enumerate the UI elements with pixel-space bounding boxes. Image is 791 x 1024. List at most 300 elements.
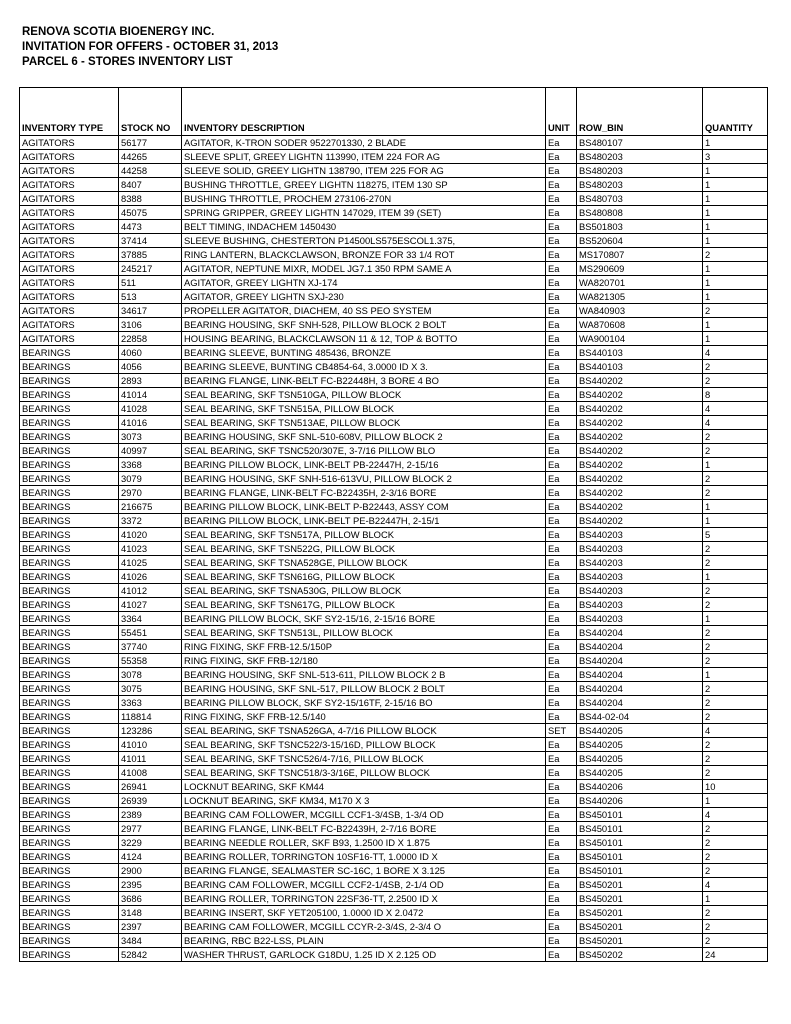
cell-row-bin: BS450101 xyxy=(577,808,703,822)
table-row xyxy=(20,878,768,892)
cell-quantity: 2 xyxy=(703,626,768,640)
cell-stock-no: 41011 xyxy=(119,752,182,766)
cell-unit: Ea xyxy=(546,262,577,276)
cell-quantity: 2 xyxy=(703,850,768,864)
cell-stock-no: 41014 xyxy=(119,388,182,402)
cell-unit: Ea xyxy=(546,696,577,710)
table-row xyxy=(20,514,768,528)
cell-description: RING FIXING, SKF FRB-12.5/150P xyxy=(182,640,546,654)
cell-row-bin: BS450101 xyxy=(577,836,703,850)
cell-row-bin: WA840903 xyxy=(577,304,703,318)
cell-stock-no: 3363 xyxy=(119,696,182,710)
cell-inventory-type: BEARINGS xyxy=(20,500,119,514)
cell-row-bin: BS440203 xyxy=(577,598,703,612)
cell-quantity: 1 xyxy=(703,276,768,290)
cell-quantity: 1 xyxy=(703,136,768,150)
cell-inventory-type: BEARINGS xyxy=(20,710,119,724)
cell-row-bin: BS440202 xyxy=(577,402,703,416)
table-row xyxy=(20,584,768,598)
cell-unit: Ea xyxy=(546,808,577,822)
table-row xyxy=(20,304,768,318)
cell-row-bin: BS440206 xyxy=(577,794,703,808)
cell-stock-no: 41028 xyxy=(119,402,182,416)
cell-quantity: 2 xyxy=(703,906,768,920)
cell-unit: Ea xyxy=(546,584,577,598)
cell-description: BELT TIMING, INDACHEM 1450430 xyxy=(182,220,546,234)
cell-stock-no: 41012 xyxy=(119,584,182,598)
table-row xyxy=(20,430,768,444)
table-row xyxy=(20,640,768,654)
table-row xyxy=(20,780,768,794)
inventory-table xyxy=(19,87,768,962)
cell-description: BEARING HOUSING, SKF SNL-510-608V, PILLOW BLOCK 2 xyxy=(182,430,546,444)
cell-quantity: 2 xyxy=(703,360,768,374)
cell-quantity: 2 xyxy=(703,864,768,878)
cell-description: RING LANTERN, BLACKCLAWSON, BRONZE FOR 33 1/4 ROT xyxy=(182,248,546,262)
cell-inventory-type: AGITATORS xyxy=(20,332,119,346)
cell-inventory-type: BEARINGS xyxy=(20,906,119,920)
table-row xyxy=(20,864,768,878)
table-row xyxy=(20,262,768,276)
cell-inventory-type: BEARINGS xyxy=(20,626,119,640)
table-row xyxy=(20,948,768,962)
cell-inventory-type: BEARINGS xyxy=(20,444,119,458)
cell-stock-no: 26941 xyxy=(119,780,182,794)
column-header-stock-no: STOCK NO xyxy=(119,88,182,136)
cell-description: BEARING HOUSING, SKF SNH-528, PILLOW BLOCK 2 BOLT xyxy=(182,318,546,332)
table-row xyxy=(20,136,768,150)
cell-stock-no: 2970 xyxy=(119,486,182,500)
cell-inventory-type: AGITATORS xyxy=(20,136,119,150)
cell-description: BEARING PILLOW BLOCK, LINK-BELT P-B22443, ASSY COM xyxy=(182,500,546,514)
table-row xyxy=(20,248,768,262)
cell-description: BEARING HOUSING, SKF SNL-517, PILLOW BLOCK 2 BOLT xyxy=(182,682,546,696)
cell-stock-no: 41023 xyxy=(119,542,182,556)
cell-row-bin: BS440202 xyxy=(577,500,703,514)
cell-stock-no: 3079 xyxy=(119,472,182,486)
table-row xyxy=(20,836,768,850)
cell-stock-no: 44265 xyxy=(119,150,182,164)
invitation-title: INVITATION FOR OFFERS - OCTOBER 31, 2013 xyxy=(22,41,279,53)
cell-stock-no: 41020 xyxy=(119,528,182,542)
table-row xyxy=(20,388,768,402)
cell-unit: Ea xyxy=(546,346,577,360)
cell-stock-no: 513 xyxy=(119,290,182,304)
cell-description: SEAL BEARING, SKF TSNC526/4-7/16, PILLOW BLOCK xyxy=(182,752,546,766)
cell-unit: Ea xyxy=(546,318,577,332)
cell-quantity: 4 xyxy=(703,724,768,738)
table-row xyxy=(20,766,768,780)
cell-row-bin: BS440203 xyxy=(577,556,703,570)
cell-stock-no: 2395 xyxy=(119,878,182,892)
cell-row-bin: MS290609 xyxy=(577,262,703,276)
cell-description: AGITATOR, GREEY LIGHTN SXJ-230 xyxy=(182,290,546,304)
cell-unit: Ea xyxy=(546,500,577,514)
table-row xyxy=(20,472,768,486)
cell-row-bin: BS440204 xyxy=(577,668,703,682)
cell-quantity: 1 xyxy=(703,318,768,332)
cell-row-bin: BS440203 xyxy=(577,528,703,542)
cell-unit: Ea xyxy=(546,472,577,486)
cell-unit: Ea xyxy=(546,290,577,304)
cell-quantity: 8 xyxy=(703,388,768,402)
cell-unit: Ea xyxy=(546,192,577,206)
cell-stock-no: 41025 xyxy=(119,556,182,570)
cell-row-bin: BS480703 xyxy=(577,192,703,206)
cell-row-bin: BS450101 xyxy=(577,822,703,836)
cell-unit: Ea xyxy=(546,332,577,346)
cell-description: AGITATOR, NEPTUNE MIXR, MODEL JG7.1 350 RPM SAME A xyxy=(182,262,546,276)
cell-stock-no: 3368 xyxy=(119,458,182,472)
cell-description: SPRING GRIPPER, GREEY LIGHTN 147029, ITEM 39 (SET) xyxy=(182,206,546,220)
cell-row-bin: BS450201 xyxy=(577,920,703,934)
table-row xyxy=(20,220,768,234)
cell-row-bin: WA820701 xyxy=(577,276,703,290)
cell-quantity: 5 xyxy=(703,528,768,542)
column-header-inventory-type: INVENTORY TYPE xyxy=(20,88,119,136)
cell-description: RING FIXING, SKF FRB-12/180 xyxy=(182,654,546,668)
cell-unit: Ea xyxy=(546,598,577,612)
cell-inventory-type: BEARINGS xyxy=(20,528,119,542)
table-row xyxy=(20,556,768,570)
cell-inventory-type: BEARINGS xyxy=(20,430,119,444)
cell-stock-no: 41027 xyxy=(119,598,182,612)
cell-unit: Ea xyxy=(546,528,577,542)
cell-description: SEAL BEARING, SKF TSN513L, PILLOW BLOCK xyxy=(182,626,546,640)
cell-unit: Ea xyxy=(546,934,577,948)
cell-row-bin: BS450201 xyxy=(577,892,703,906)
cell-row-bin: BS480808 xyxy=(577,206,703,220)
cell-unit: Ea xyxy=(546,640,577,654)
cell-unit: Ea xyxy=(546,654,577,668)
cell-stock-no: 3372 xyxy=(119,514,182,528)
table-row xyxy=(20,318,768,332)
cell-stock-no: 3075 xyxy=(119,682,182,696)
cell-inventory-type: BEARINGS xyxy=(20,668,119,682)
cell-row-bin: BS440204 xyxy=(577,682,703,696)
table-row xyxy=(20,934,768,948)
cell-row-bin: BS440202 xyxy=(577,486,703,500)
cell-quantity: 1 xyxy=(703,164,768,178)
cell-unit: Ea xyxy=(546,304,577,318)
cell-inventory-type: AGITATORS xyxy=(20,178,119,192)
table-row xyxy=(20,612,768,626)
cell-description: PROPELLER AGITATOR, DIACHEM, 40 SS PEO SYSTEM xyxy=(182,304,546,318)
table-row xyxy=(20,360,768,374)
table-row xyxy=(20,206,768,220)
cell-inventory-type: BEARINGS xyxy=(20,682,119,696)
cell-stock-no: 55451 xyxy=(119,626,182,640)
cell-unit: Ea xyxy=(546,360,577,374)
cell-description: SEAL BEARING, SKF TSNA530G, PILLOW BLOCK xyxy=(182,584,546,598)
cell-description: BEARING CAM FOLLOWER, MCGILL CCYR-2-3/4S, 2-3/4 O xyxy=(182,920,546,934)
cell-inventory-type: AGITATORS xyxy=(20,304,119,318)
cell-unit: Ea xyxy=(546,486,577,500)
table-row xyxy=(20,276,768,290)
cell-unit: Ea xyxy=(546,836,577,850)
cell-unit: Ea xyxy=(546,920,577,934)
cell-stock-no: 2389 xyxy=(119,808,182,822)
cell-description: BEARING INSERT, SKF YET205100, 1.0000 ID X 2.0472 xyxy=(182,906,546,920)
cell-inventory-type: BEARINGS xyxy=(20,864,119,878)
cell-row-bin: BS450201 xyxy=(577,934,703,948)
document-header xyxy=(22,25,278,70)
cell-stock-no: 4473 xyxy=(119,220,182,234)
cell-description: BEARING PILLOW BLOCK, LINK-BELT PE-B22447H, 2-15/1 xyxy=(182,514,546,528)
cell-row-bin: BS440202 xyxy=(577,374,703,388)
cell-quantity: 1 xyxy=(703,500,768,514)
cell-description: SEAL BEARING, SKF TSNC520/307E, 3-7/16 PILLOW BLO xyxy=(182,444,546,458)
parcel-title: PARCEL 6 - STORES INVENTORY LIST xyxy=(22,56,233,68)
cell-row-bin: WA870608 xyxy=(577,318,703,332)
cell-quantity: 1 xyxy=(703,290,768,304)
cell-row-bin: BS440202 xyxy=(577,430,703,444)
cell-inventory-type: BEARINGS xyxy=(20,738,119,752)
cell-stock-no: 22858 xyxy=(119,332,182,346)
cell-quantity: 2 xyxy=(703,584,768,598)
cell-quantity: 2 xyxy=(703,444,768,458)
cell-unit: Ea xyxy=(546,430,577,444)
cell-description: BEARING HOUSING, SKF SNL-513-611, PILLOW BLOCK 2 B xyxy=(182,668,546,682)
table-row xyxy=(20,920,768,934)
cell-row-bin: BS440205 xyxy=(577,766,703,780)
cell-description: BEARING SLEEVE, BUNTING 485436, BRONZE xyxy=(182,346,546,360)
table-row xyxy=(20,892,768,906)
cell-stock-no: 8407 xyxy=(119,178,182,192)
cell-unit: Ea xyxy=(546,794,577,808)
table-row xyxy=(20,654,768,668)
cell-quantity: 1 xyxy=(703,570,768,584)
cell-inventory-type: BEARINGS xyxy=(20,388,119,402)
cell-inventory-type: BEARINGS xyxy=(20,472,119,486)
cell-stock-no: 34617 xyxy=(119,304,182,318)
cell-description: WASHER THRUST, GARLOCK G18DU, 1.25 ID X 2.125 OD xyxy=(182,948,546,962)
cell-description: BEARING, RBC B22-LSS, PLAIN xyxy=(182,934,546,948)
cell-quantity: 10 xyxy=(703,780,768,794)
table-row xyxy=(20,416,768,430)
table-row xyxy=(20,486,768,500)
table-row xyxy=(20,850,768,864)
cell-stock-no: 2977 xyxy=(119,822,182,836)
cell-inventory-type: AGITATORS xyxy=(20,262,119,276)
cell-row-bin: BS440205 xyxy=(577,738,703,752)
cell-stock-no: 45075 xyxy=(119,206,182,220)
cell-unit: Ea xyxy=(546,738,577,752)
cell-stock-no: 118814 xyxy=(119,710,182,724)
cell-quantity: 2 xyxy=(703,654,768,668)
cell-description: SEAL BEARING, SKF TSNC518/3-3/16E, PILLOW BLOCK xyxy=(182,766,546,780)
cell-unit: Ea xyxy=(546,276,577,290)
cell-row-bin: BS450101 xyxy=(577,864,703,878)
cell-stock-no: 37740 xyxy=(119,640,182,654)
table-row xyxy=(20,626,768,640)
cell-description: BUSHING THROTTLE, PROCHEM 273106-270N xyxy=(182,192,546,206)
cell-row-bin: BS480203 xyxy=(577,164,703,178)
cell-quantity: 2 xyxy=(703,542,768,556)
cell-unit: Ea xyxy=(546,164,577,178)
cell-unit: Ea xyxy=(546,864,577,878)
cell-row-bin: BS440204 xyxy=(577,654,703,668)
cell-description: SEAL BEARING, SKF TSN517A, PILLOW BLOCK xyxy=(182,528,546,542)
cell-unit: Ea xyxy=(546,248,577,262)
cell-row-bin: BS520604 xyxy=(577,234,703,248)
cell-description: BEARING ROLLER, TORRINGTON 10SF16-TT, 1.0000 ID X xyxy=(182,850,546,864)
cell-quantity: 2 xyxy=(703,598,768,612)
cell-row-bin: BS450202 xyxy=(577,948,703,962)
cell-quantity: 1 xyxy=(703,178,768,192)
cell-stock-no: 3364 xyxy=(119,612,182,626)
cell-description: SEAL BEARING, SKF TSNA526GA, 4-7/16 PILLOW BLOCK xyxy=(182,724,546,738)
cell-unit: Ea xyxy=(546,136,577,150)
cell-quantity: 2 xyxy=(703,640,768,654)
cell-unit: Ea xyxy=(546,892,577,906)
cell-quantity: 1 xyxy=(703,220,768,234)
cell-unit: Ea xyxy=(546,682,577,696)
cell-quantity: 1 xyxy=(703,668,768,682)
table-row xyxy=(20,668,768,682)
cell-description: HOUSING BEARING, BLACKCLAWSON 11 & 12, TOP & BOTTO xyxy=(182,332,546,346)
cell-quantity: 1 xyxy=(703,892,768,906)
table-row xyxy=(20,346,768,360)
table-row xyxy=(20,542,768,556)
cell-quantity: 24 xyxy=(703,948,768,962)
cell-inventory-type: BEARINGS xyxy=(20,598,119,612)
table-row xyxy=(20,710,768,724)
column-header-row-bin: ROW_BIN xyxy=(577,88,703,136)
cell-description: BEARING FLANGE, SEALMASTER SC-16C, 1 BORE X 3.125 xyxy=(182,864,546,878)
cell-stock-no: 3106 xyxy=(119,318,182,332)
table-row xyxy=(20,332,768,346)
cell-stock-no: 8388 xyxy=(119,192,182,206)
cell-stock-no: 41016 xyxy=(119,416,182,430)
cell-description: SLEEVE BUSHING, CHESTERTON P14500LS575ESCOL1.375, xyxy=(182,234,546,248)
cell-quantity: 2 xyxy=(703,304,768,318)
cell-quantity: 1 xyxy=(703,262,768,276)
cell-inventory-type: BEARINGS xyxy=(20,752,119,766)
cell-inventory-type: BEARINGS xyxy=(20,822,119,836)
cell-stock-no: 4124 xyxy=(119,850,182,864)
cell-unit: Ea xyxy=(546,710,577,724)
cell-description: SEAL BEARING, SKF TSN617G, PILLOW BLOCK xyxy=(182,598,546,612)
cell-description: SEAL BEARING, SKF TSNC522/3-15/16D, PILLOW BLOCK xyxy=(182,738,546,752)
cell-stock-no: 3073 xyxy=(119,430,182,444)
cell-inventory-type: AGITATORS xyxy=(20,192,119,206)
cell-quantity: 1 xyxy=(703,794,768,808)
cell-inventory-type: AGITATORS xyxy=(20,206,119,220)
cell-inventory-type: BEARINGS xyxy=(20,724,119,738)
cell-stock-no: 2397 xyxy=(119,920,182,934)
cell-unit: Ea xyxy=(546,444,577,458)
cell-stock-no: 40997 xyxy=(119,444,182,458)
table-row xyxy=(20,822,768,836)
table-row xyxy=(20,178,768,192)
cell-inventory-type: BEARINGS xyxy=(20,542,119,556)
cell-stock-no: 511 xyxy=(119,276,182,290)
cell-inventory-type: BEARINGS xyxy=(20,920,119,934)
cell-row-bin: BS440206 xyxy=(577,780,703,794)
cell-quantity: 2 xyxy=(703,766,768,780)
table-row xyxy=(20,402,768,416)
cell-stock-no: 41026 xyxy=(119,570,182,584)
cell-row-bin: BS44-02-04 xyxy=(577,710,703,724)
cell-inventory-type: BEARINGS xyxy=(20,346,119,360)
table-body xyxy=(20,136,768,962)
cell-row-bin: BS440103 xyxy=(577,360,703,374)
cell-quantity: 1 xyxy=(703,458,768,472)
cell-unit: Ea xyxy=(546,150,577,164)
cell-row-bin: BS440202 xyxy=(577,514,703,528)
cell-inventory-type: BEARINGS xyxy=(20,458,119,472)
cell-quantity: 2 xyxy=(703,556,768,570)
cell-unit: Ea xyxy=(546,766,577,780)
cell-inventory-type: BEARINGS xyxy=(20,836,119,850)
cell-quantity: 2 xyxy=(703,696,768,710)
cell-inventory-type: BEARINGS xyxy=(20,570,119,584)
table-row xyxy=(20,570,768,584)
cell-stock-no: 2900 xyxy=(119,864,182,878)
cell-inventory-type: BEARINGS xyxy=(20,612,119,626)
cell-description: BEARING HOUSING, SKF SNH-516-613VU, PILLOW BLOCK 2 xyxy=(182,472,546,486)
cell-description: BUSHING THROTTLE, GREEY LIGHTN 118275, ITEM 130 SP xyxy=(182,178,546,192)
column-header-description: INVENTORY DESCRIPTION xyxy=(182,88,546,136)
company-name: RENOVA SCOTIA BIOENERGY INC. xyxy=(22,26,215,38)
table-row xyxy=(20,598,768,612)
cell-row-bin: BS450201 xyxy=(577,878,703,892)
cell-quantity: 2 xyxy=(703,822,768,836)
cell-inventory-type: BEARINGS xyxy=(20,808,119,822)
table-row xyxy=(20,724,768,738)
cell-quantity: 4 xyxy=(703,402,768,416)
cell-unit: Ea xyxy=(546,220,577,234)
cell-row-bin: BS440205 xyxy=(577,724,703,738)
cell-inventory-type: BEARINGS xyxy=(20,360,119,374)
cell-stock-no: 3686 xyxy=(119,892,182,906)
table-row xyxy=(20,808,768,822)
cell-stock-no: 3078 xyxy=(119,668,182,682)
cell-description: AGITATOR, GREEY LIGHTN XJ-174 xyxy=(182,276,546,290)
cell-inventory-type: BEARINGS xyxy=(20,514,119,528)
cell-stock-no: 3148 xyxy=(119,906,182,920)
cell-row-bin: BS440103 xyxy=(577,346,703,360)
cell-inventory-type: AGITATORS xyxy=(20,150,119,164)
table-row xyxy=(20,528,768,542)
cell-unit: Ea xyxy=(546,402,577,416)
table-row xyxy=(20,444,768,458)
cell-unit: Ea xyxy=(546,206,577,220)
cell-stock-no: 26939 xyxy=(119,794,182,808)
cell-inventory-type: AGITATORS xyxy=(20,220,119,234)
cell-quantity: 4 xyxy=(703,416,768,430)
cell-unit: Ea xyxy=(546,878,577,892)
cell-stock-no: 245217 xyxy=(119,262,182,276)
cell-row-bin: WA900104 xyxy=(577,332,703,346)
cell-description: SEAL BEARING, SKF TSN616G, PILLOW BLOCK xyxy=(182,570,546,584)
cell-stock-no: 123286 xyxy=(119,724,182,738)
cell-unit: Ea xyxy=(546,948,577,962)
cell-row-bin: BS440204 xyxy=(577,696,703,710)
cell-unit: Ea xyxy=(546,822,577,836)
cell-unit: Ea xyxy=(546,234,577,248)
cell-row-bin: BS440204 xyxy=(577,640,703,654)
table-row xyxy=(20,738,768,752)
cell-inventory-type: BEARINGS xyxy=(20,486,119,500)
cell-inventory-type: BEARINGS xyxy=(20,696,119,710)
cell-unit: Ea xyxy=(546,752,577,766)
table-row xyxy=(20,458,768,472)
table-row xyxy=(20,164,768,178)
cell-quantity: 1 xyxy=(703,514,768,528)
table-row xyxy=(20,374,768,388)
